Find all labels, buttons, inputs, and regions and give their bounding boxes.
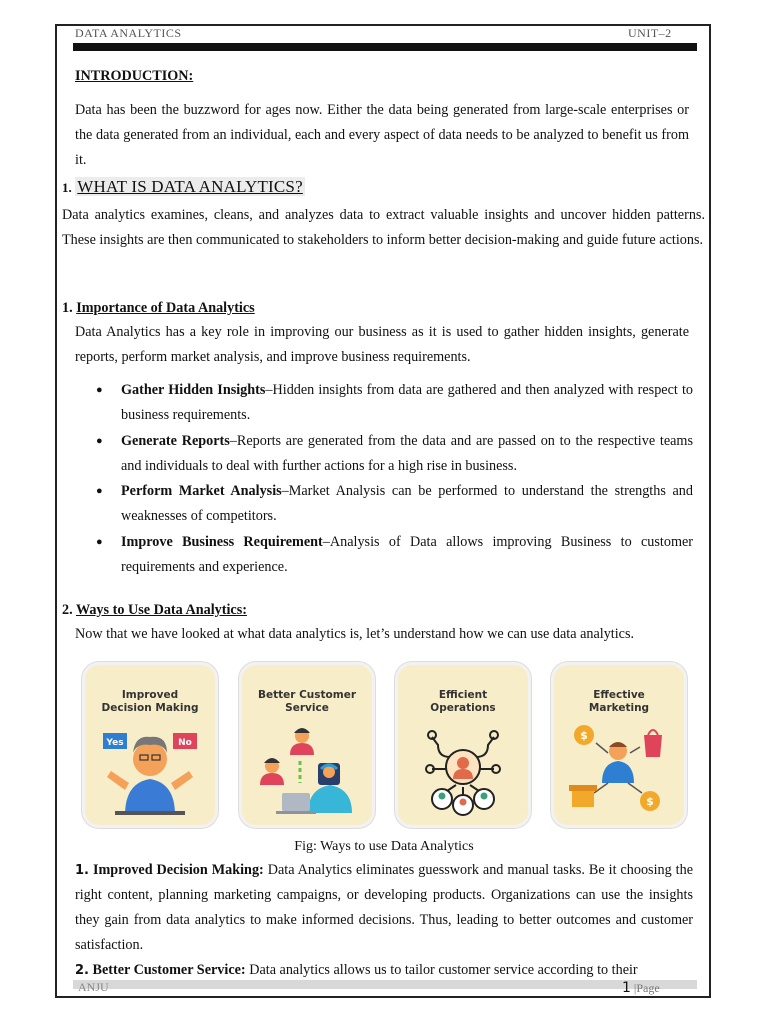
bullet-term: Perform Market Analysis xyxy=(121,483,282,499)
card-improved-decision-making xyxy=(85,665,215,825)
section-1-heading xyxy=(62,174,305,201)
importance-number: 1. xyxy=(62,300,73,316)
bullet-item xyxy=(96,479,693,529)
intro-heading: INTRODUCTION: xyxy=(75,68,194,84)
importance-title: Importance of Data Analytics xyxy=(76,300,255,316)
importance-bullet-list xyxy=(96,378,693,580)
bullet-dot-icon: ● xyxy=(96,434,103,447)
ways-figure xyxy=(82,662,686,826)
bullet-item xyxy=(96,530,693,580)
header-subject: DATA ANALYTICS xyxy=(75,26,182,40)
ways-heading xyxy=(62,598,247,623)
bullet-item xyxy=(96,429,693,479)
card-title: Efficient Operations xyxy=(430,689,496,714)
card-effective-marketing xyxy=(554,665,684,825)
bullet-item xyxy=(96,378,693,428)
decision-maker-illustration-icon xyxy=(85,665,215,825)
header-unit: UNIT–2 xyxy=(628,26,672,40)
card-title: Effective Marketing xyxy=(588,689,650,714)
list-number: 2. xyxy=(75,963,89,978)
list-term: Better Customer Service: xyxy=(92,962,246,978)
bullet-text: –Analysis of Data allows improving Business to customer requirements and experience. xyxy=(121,533,694,575)
bullet-dot-icon: ● xyxy=(96,535,103,548)
bullet-dot-icon: ● xyxy=(96,485,103,497)
footer-page-number xyxy=(622,980,660,996)
section-1-number: 1. xyxy=(62,180,72,195)
bullet-term: Improve Business Requirement xyxy=(121,533,323,550)
list-item-improved-decision-making xyxy=(75,858,693,958)
footer-author: ANJU xyxy=(78,980,109,994)
svg-text:$: $ xyxy=(646,795,654,808)
marketing-illustration-icon xyxy=(554,665,684,825)
card-title: Better Customer Service xyxy=(257,689,357,714)
importance-heading xyxy=(62,296,255,321)
page-label: |Page xyxy=(633,981,660,995)
svg-text:$: $ xyxy=(580,729,588,742)
list-term: Improved Decision Making: xyxy=(92,862,264,878)
bullet-text: –Reports are generated from the data and are passed on to the respective teams and individuals to deal with further actions for a high rise in business. xyxy=(121,432,693,474)
list-text: Data Analytics eliminates guesswork and manual tasks. Be it choosing the right content, planning marketing campaigns, or developing products. Organizations can use the insights they gain from data analytics to make informed decisions. Thus, leading to better outcomes and customer satisfaction. xyxy=(75,862,693,953)
list-number: 1. xyxy=(75,863,89,878)
card-title: Improved Decision Making xyxy=(101,689,199,714)
ways-paragraph: Now that we have looked at what data analytics is, let’s understand how we can use data analytics. xyxy=(75,626,635,642)
bullet-term: Generate Reports xyxy=(121,432,230,449)
list-text: Data analytics allows us to tailor customer service according to their xyxy=(245,962,638,978)
card-efficient-operations xyxy=(398,665,528,825)
section-1-title: WHAT IS DATA ANALYTICS? xyxy=(77,177,303,196)
svg-text:Yes: Yes xyxy=(106,738,124,748)
bullet-dot-icon: ● xyxy=(96,384,103,396)
ways-number: 2. xyxy=(62,602,73,618)
card-better-customer-service xyxy=(242,665,372,825)
network-operations-illustration-icon xyxy=(398,665,528,825)
bullet-text: –Market Analysis can be performed to understand the strengths and weaknesses of competitors. xyxy=(121,483,693,524)
page-number: 1 xyxy=(622,980,631,996)
bullet-term: Gather Hidden Insights xyxy=(121,382,266,398)
ways-title: Ways to Use Data Analytics: xyxy=(75,602,247,618)
section-1-paragraph: Data analytics examines, cleans, and analyzes data to extract valuable insights and uncover hidden patterns. These insights are then communicated to stakeholders to inform better decision-making and guide future actions. xyxy=(62,207,705,248)
bullet-text: –Hidden insights from data are gathered and then analyzed with respect to business requirements. xyxy=(121,382,693,423)
footer-rule xyxy=(73,980,697,989)
intro-paragraph: Data has been the buzzword for ages now. Either the data being generated from large-scale enterprises or the data generated from an individual, each and every aspect of data needs to be analyzed to benefit us from it. xyxy=(75,102,689,168)
figure-caption: Fig: Ways to use Data Analytics xyxy=(294,839,474,854)
header-rule xyxy=(73,43,697,51)
svg-text:No: No xyxy=(178,738,192,748)
customer-service-illustration-icon xyxy=(242,665,372,825)
importance-paragraph: Data Analytics has a key role in improving our business as it is used to gather hidden insights, generate reports, perform market analysis, and improve business requirements. xyxy=(75,324,689,365)
